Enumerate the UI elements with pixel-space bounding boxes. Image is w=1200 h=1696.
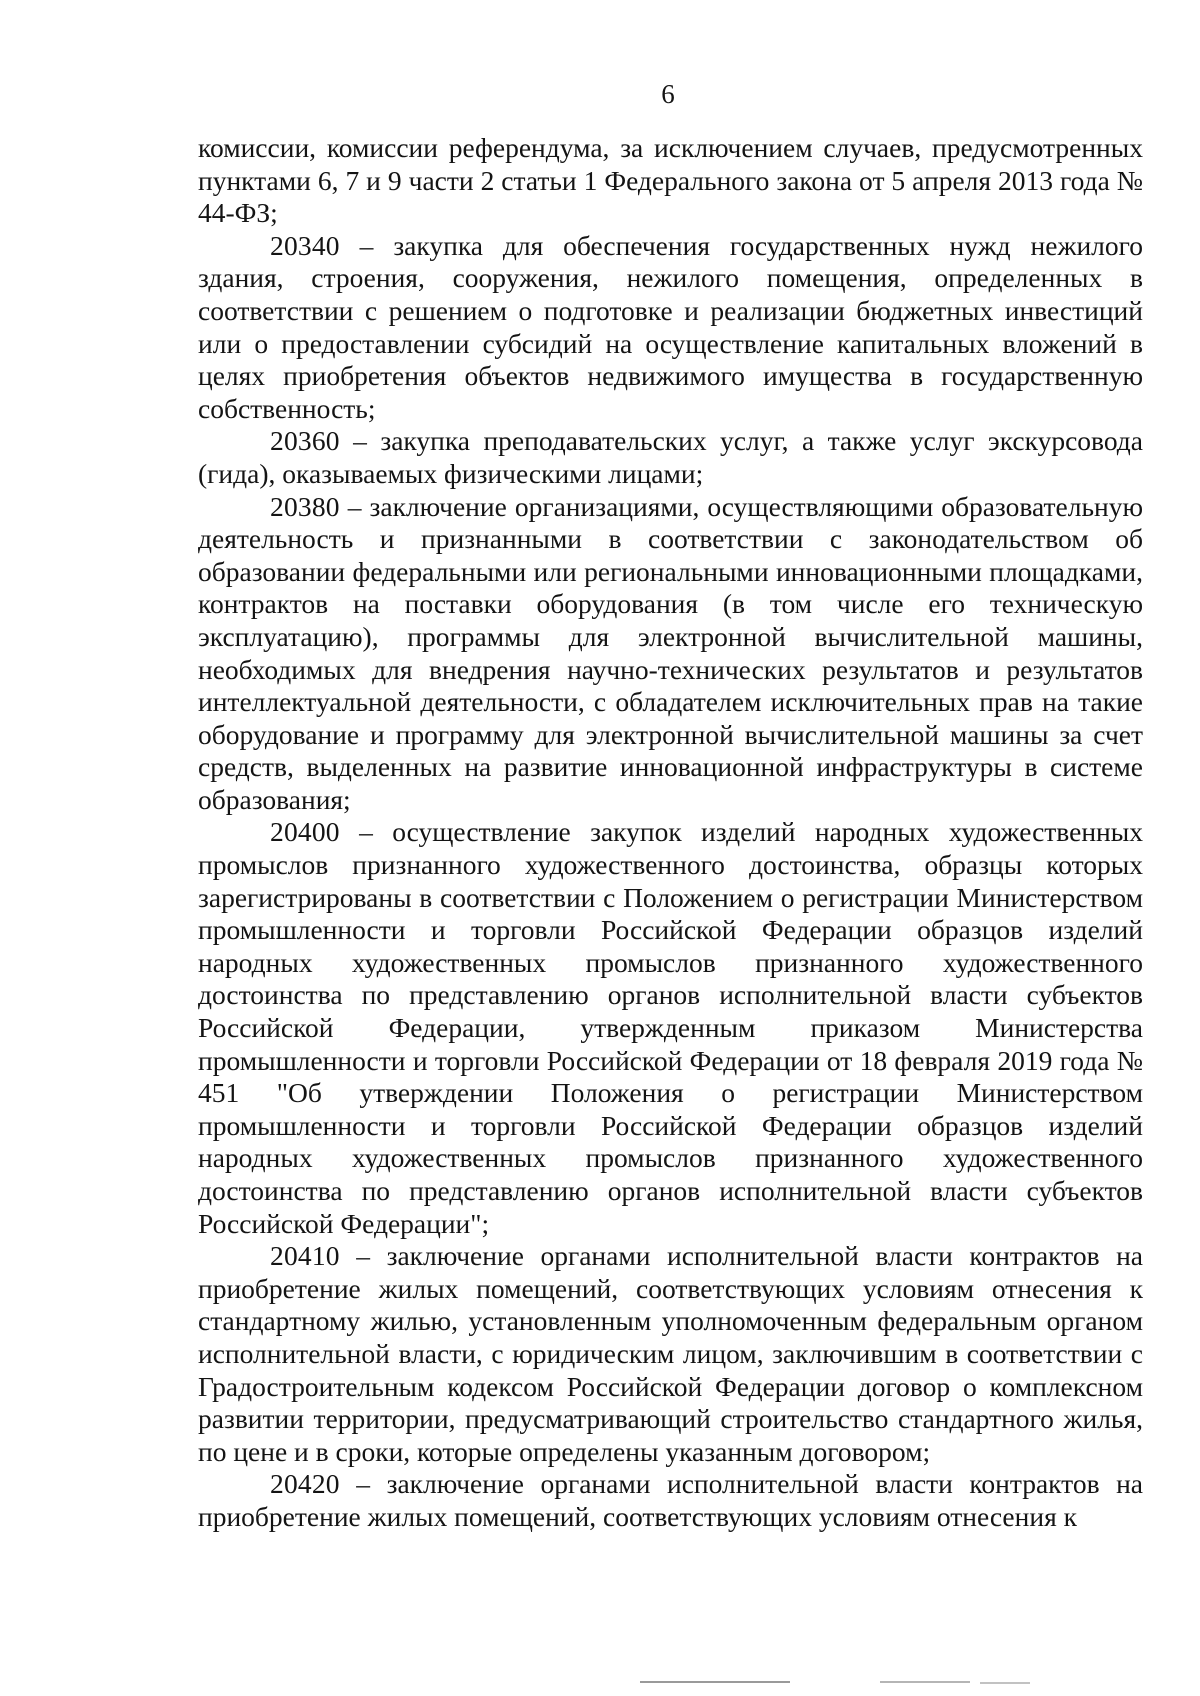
document-body <box>198 132 1143 1534</box>
item-code: 20340 <box>270 229 340 261</box>
paragraph-continuation <box>198 132 1143 230</box>
paragraph-item-20340 <box>198 230 1143 426</box>
paragraph-text: закупка преподавательских услуг, а также услуг экскурсовода (гида), оказываемых физическими лицами; <box>198 425 1143 489</box>
item-code: 20420 <box>270 1468 340 1500</box>
paragraph-text: заключение органами исполнительной власти контрактов на приобретение жилых помещений, соответствующих условиям отнесения к стандартному жилью, установленным уполномоченным федеральным органом исполнительной власти, с юридическим лицом, заключившим в соответствии с Градостроительным кодексом Российской Федерации договор о комплексном развитии территории, предусматривающий строительство стандартного жилья, по цене и в сроки, которые определены указанным договором; <box>198 1240 1144 1467</box>
paragraph-text: заключение органами исполнительной власти контрактов на приобретение жилых помещений, соответствующих условиям отнесения к <box>198 1468 1144 1532</box>
item-code: 20400 <box>270 816 340 848</box>
scan-artifact-line <box>880 1681 970 1683</box>
item-code: 20380 <box>270 490 340 522</box>
item-code: 20410 <box>270 1240 340 1272</box>
paragraph-item-20400 <box>198 816 1143 1240</box>
scan-artifact-line <box>980 1682 1030 1684</box>
item-dash: – <box>339 1468 387 1500</box>
paragraph-item-20360 <box>198 425 1143 490</box>
page-number: 6 <box>661 79 675 109</box>
scan-artifact-line <box>640 1681 790 1683</box>
paragraph-text: заключение организациями, осуществляющими образовательную деятельность и признанными в соответствии с законодательством об образовании федеральными или региональными инновационными площадками, контрактов на поставки оборудования (в том числе его техническую эксплуатацию), программы для электронной вычислительной машины, необходимых для внедрения научно-технических результатов и результатов интеллектуальной деятельности, с обладателем исключительных прав на такие оборудование и программу для электронной вычислительной машины за счет средств, выделенных на развитие инновационной инфраструктуры в системе образования; <box>198 490 1144 815</box>
paragraph-text: закупка для обеспечения государственных нужд нежилого здания, строения, сооружения, нежилого помещения, определенных в соответствии с решением о подготовке и реализации бюджетных инвестиций или о предоставлении субсидий на осуществление капитальных вложений в целях приобретения объектов недвижимого имущества в государственную собственность; <box>198 229 1143 424</box>
paragraph-text: осуществление закупок изделий народных художественных промыслов признанного художественного достоинства, образцы которых зарегистрированы в соответствии с Положением о регистрации Министерством промышленности и торговли Российской Федерации образцов изделий народных художественных промыслов признанного художественного достоинства по представлению органов исполнительной власти субъектов Российской Федерации, утвержденным приказом Министерства промышленности и торговли Российской Федерации от 18 февраля 2019 года № 451 "Об утверждении Положения о регистрации Министерством промышленности и торговли Российской Федерации образцов изделий народных художественных промыслов признанного художественного достоинства по представлению органов исполнительной власти субъектов Российской Федерации"; <box>198 816 1143 1239</box>
item-dash: – <box>339 229 394 261</box>
item-dash: – <box>339 490 370 522</box>
paragraph-item-20380 <box>198 491 1143 817</box>
paragraph-text: комиссии, комиссии референдума, за исключением случаев, предусмотренных пунктами 6, 7 и 9 части 2 статьи 1 Федерального закона от 5 апреля 2013 года № 44-ФЗ; <box>198 132 1143 229</box>
item-code: 20360 <box>270 425 340 457</box>
item-dash: – <box>339 816 393 848</box>
paragraph-item-20420 <box>198 1468 1143 1533</box>
item-dash: – <box>339 1240 387 1272</box>
item-dash: – <box>339 425 381 457</box>
paragraph-item-20410 <box>198 1240 1143 1468</box>
